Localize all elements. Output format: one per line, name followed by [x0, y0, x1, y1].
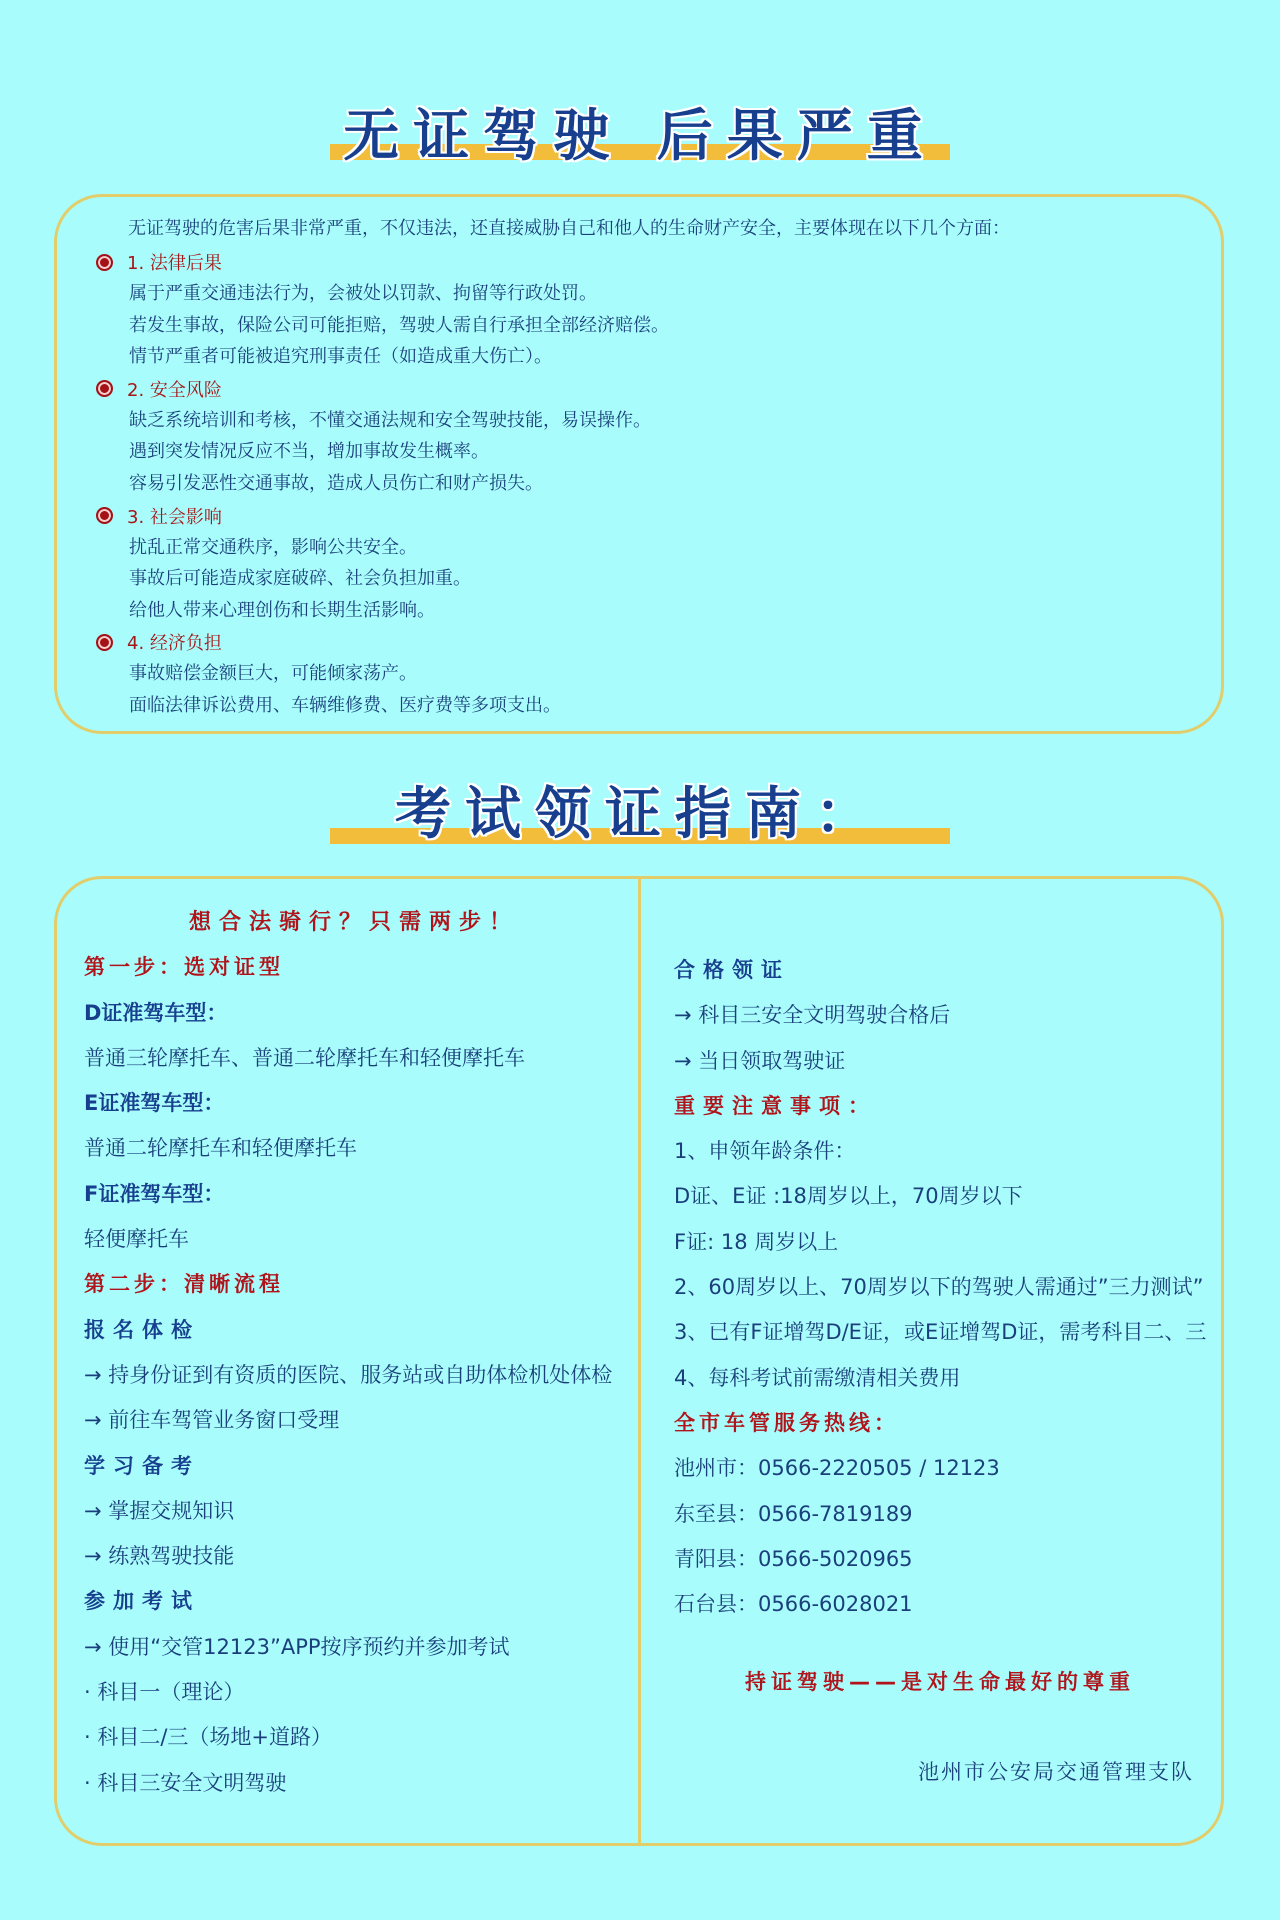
license-step: → 当日领取驾驶证 — [674, 1048, 846, 1073]
guide-left-column — [84, 900, 624, 1806]
note-item: 2、60周岁以上、70周岁以下的驾驶人需通过”三力测试” — [674, 1275, 1204, 1300]
study-heading: 学习备考 — [84, 1453, 200, 1478]
hotline-dongzhi: 东至县：0566-7819189 — [674, 1501, 913, 1526]
hazard-line: 若发生事故，保险公司可能拒赔，驾驶人需自行承担全部经济赔偿。 — [129, 314, 669, 336]
hazard-heading: 2. 安全风险 — [127, 379, 222, 401]
column-divider — [638, 876, 641, 1846]
bullet-circle-icon — [96, 507, 113, 524]
hazard-item-economic — [96, 626, 1196, 721]
step2-heading: 第二步：清晰流程 — [84, 1272, 284, 1297]
hazard-list — [96, 246, 1196, 722]
bullet-circle-icon — [96, 380, 113, 397]
issuing-organization: 池州市公安局交通管理支队 — [918, 1760, 1194, 1784]
e-license-label: E证准驾车型： — [84, 1091, 225, 1116]
hazard-line: 情节严重者可能被追究刑事责任（如造成重大伤亡）。 — [129, 346, 552, 368]
bullet-circle-icon — [96, 634, 113, 651]
guide-title-text: 考试领证指南： — [395, 782, 885, 847]
exam-step: → 使用“交管12123”APP按序预约并参加考试 — [84, 1634, 510, 1659]
guide-right-column — [674, 948, 1214, 1627]
note-item: 1、申领年龄条件： — [674, 1139, 856, 1164]
hazard-heading: 3. 社会影响 — [127, 506, 222, 528]
exam-subject: · 科目一（理论） — [84, 1680, 245, 1705]
license-step: → 科目三安全文明驾驶合格后 — [674, 1003, 951, 1028]
hazard-item-social — [96, 500, 1196, 627]
hazard-line: 扰乱正常交通秩序，影响公共安全。 — [129, 536, 417, 558]
exam-heading: 参加考试 — [84, 1589, 200, 1614]
exam-subject: · 科目二/三（场地+道路） — [84, 1725, 333, 1750]
d-license-value: 普通三轮摩托车、普通二轮摩托车和轻便摩托车 — [84, 1045, 525, 1070]
f-license-value: 轻便摩托车 — [84, 1227, 189, 1252]
notes-heading: 重要注意事项： — [674, 1093, 877, 1118]
license-heading: 合格领证 — [674, 958, 790, 982]
signup-step: → 前往车驾管业务窗口受理 — [84, 1408, 340, 1433]
hotline-heading: 全市车管服务热线： — [674, 1410, 899, 1435]
e-license-value: 普通二轮摩托车和轻便摩托车 — [84, 1136, 357, 1161]
hazard-line: 面临法律诉讼费用、车辆维修费、医疗费等多项支出。 — [129, 694, 561, 716]
bullet-circle-icon — [96, 254, 113, 271]
study-step: → 掌握交规知识 — [84, 1498, 235, 1523]
note-item: 4、每科考试前需缴清相关费用 — [674, 1365, 961, 1390]
hazard-line: 容易引发恶性交通事故，造成人员伤亡和财产损失。 — [129, 472, 543, 494]
note-item: F证: 18 周岁以上 — [674, 1229, 839, 1254]
hazard-line: 事故赔偿金额巨大，可能倾家荡产。 — [129, 663, 417, 685]
hazard-heading: 1. 法律后果 — [127, 253, 222, 274]
hazard-line: 属于严重交通违法行为，会被处以罚款、拘留等行政处罚。 — [129, 283, 597, 304]
hazard-section-title — [330, 92, 950, 172]
hotline-qingyang: 青阳县：0566-5020965 — [674, 1546, 913, 1571]
note-item: D证、E证 :18周岁以上，70周岁以下 — [674, 1184, 1023, 1209]
hazard-item-legal — [96, 246, 1196, 373]
hazard-line: 遇到突发情况反应不当，增加事故发生概率。 — [129, 441, 489, 463]
note-item: 3、已有F证增驾D/E证，或E证增驾D证，需考科目二、三 — [674, 1320, 1207, 1345]
hotline-shitai: 石台县：0566-6028021 — [674, 1592, 913, 1617]
hazard-title-text: 无证驾驶 后果严重 — [343, 104, 937, 169]
hazard-line: 缺乏系统培训和考核，不懂交通法规和安全驾驶技能，易误操作。 — [129, 409, 651, 431]
exam-subject: · 科目三安全文明驾驶 — [84, 1770, 287, 1795]
hazard-intro: 无证驾驶的危害后果非常严重，不仅违法，还直接威胁自己和他人的生命财产安全，主要体现在以下几个方面： — [128, 218, 1010, 239]
f-license-label: F证准驾车型： — [84, 1181, 225, 1206]
step1-heading: 第一步：选对证型 — [84, 955, 284, 980]
signup-heading: 报名体检 — [84, 1317, 200, 1342]
d-license-label: D证准驾车型： — [84, 1000, 228, 1025]
signup-step: → 持身份证到有资质的医院、服务站或自助体检机处体检 — [84, 1362, 613, 1387]
hazard-line: 给他人带来心理创伤和长期生活影响。 — [129, 599, 435, 621]
hotline-chizhou: 池州市：0566-2220505 / 12123 — [674, 1456, 1000, 1481]
closing-slogan: 持证驾驶——是对生命最好的尊重 — [745, 1670, 1135, 1694]
hazard-item-safety — [96, 373, 1196, 500]
study-step: → 练熟驾驶技能 — [84, 1544, 235, 1569]
guide-slogan: 想合法骑行？只需两步！ — [188, 910, 519, 935]
hazard-line: 事故后可能造成家庭破碎、社会负担加重。 — [129, 568, 471, 590]
guide-section-title — [330, 770, 950, 850]
hazard-heading: 4. 经济负担 — [127, 633, 222, 655]
